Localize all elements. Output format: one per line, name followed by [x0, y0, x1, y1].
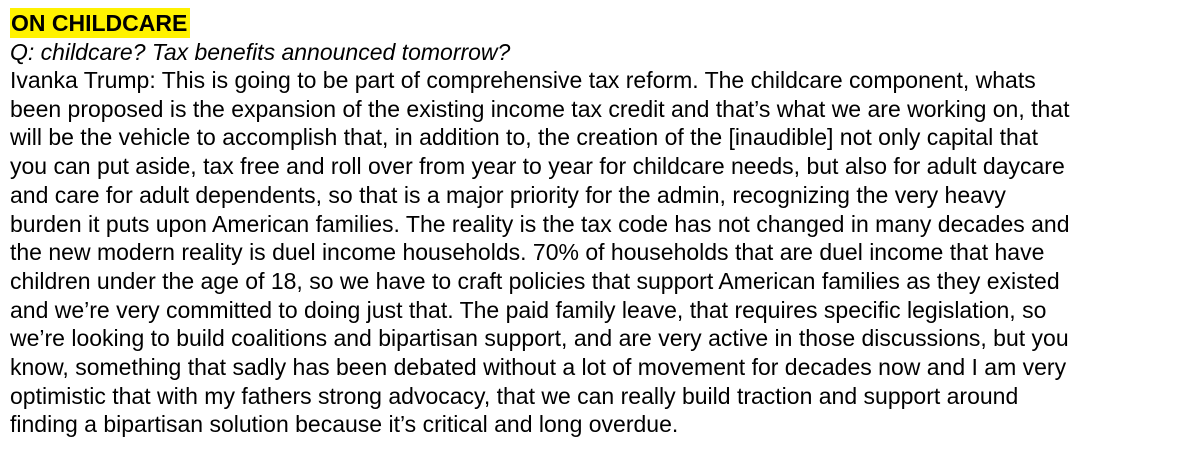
answer-line: been proposed is the expansion of the existing income tax credit and that’s what we are working on, that [10, 95, 1070, 122]
answer-line: optimistic that with my fathers strong advocacy, that we can really build traction and support around [10, 382, 1019, 409]
answer-paragraph [10, 66, 1190, 439]
answer-line: and care for adult dependents, so that is a major priority for the admin, recognizing the very heavy [10, 181, 1006, 208]
section-heading: ON CHILDCARE [10, 8, 190, 38]
answer-line: finding a bipartisan solution because it’s critical and long overdue. [10, 411, 679, 438]
answer-line: the new modern reality is duel income households. 70% of households that are duel income that have [10, 239, 1045, 266]
answer-line: know, something that sadly has been debated without a lot of movement for decades now and I am very [10, 354, 1067, 381]
answer-line: will be the vehicle to accomplish that, in addition to, the creation of the [inaudible] not only capital that [10, 124, 1038, 151]
answer-line: children under the age of 18, so we have to craft policies that support American families as they existed [10, 267, 1060, 294]
answer-line: we’re looking to build coalitions and bipartisan support, and are very active in those discussions, but you [10, 325, 1069, 352]
answer-line: and we’re very committed to doing just that. The paid family leave, that requires specific legislation, so [10, 296, 1047, 323]
answer-line: burden it puts upon American families. The reality is the tax code has not changed in many decades and [10, 210, 1070, 237]
question-text: Q: childcare? Tax benefits announced tomorrow? [10, 39, 511, 65]
answer-line: Ivanka Trump: This is going to be part of comprehensive tax reform. The childcare component, whats [10, 67, 1036, 93]
answer-line: you can put aside, tax free and roll over from year to year for childcare needs, but also for adult daycare [10, 153, 1065, 180]
